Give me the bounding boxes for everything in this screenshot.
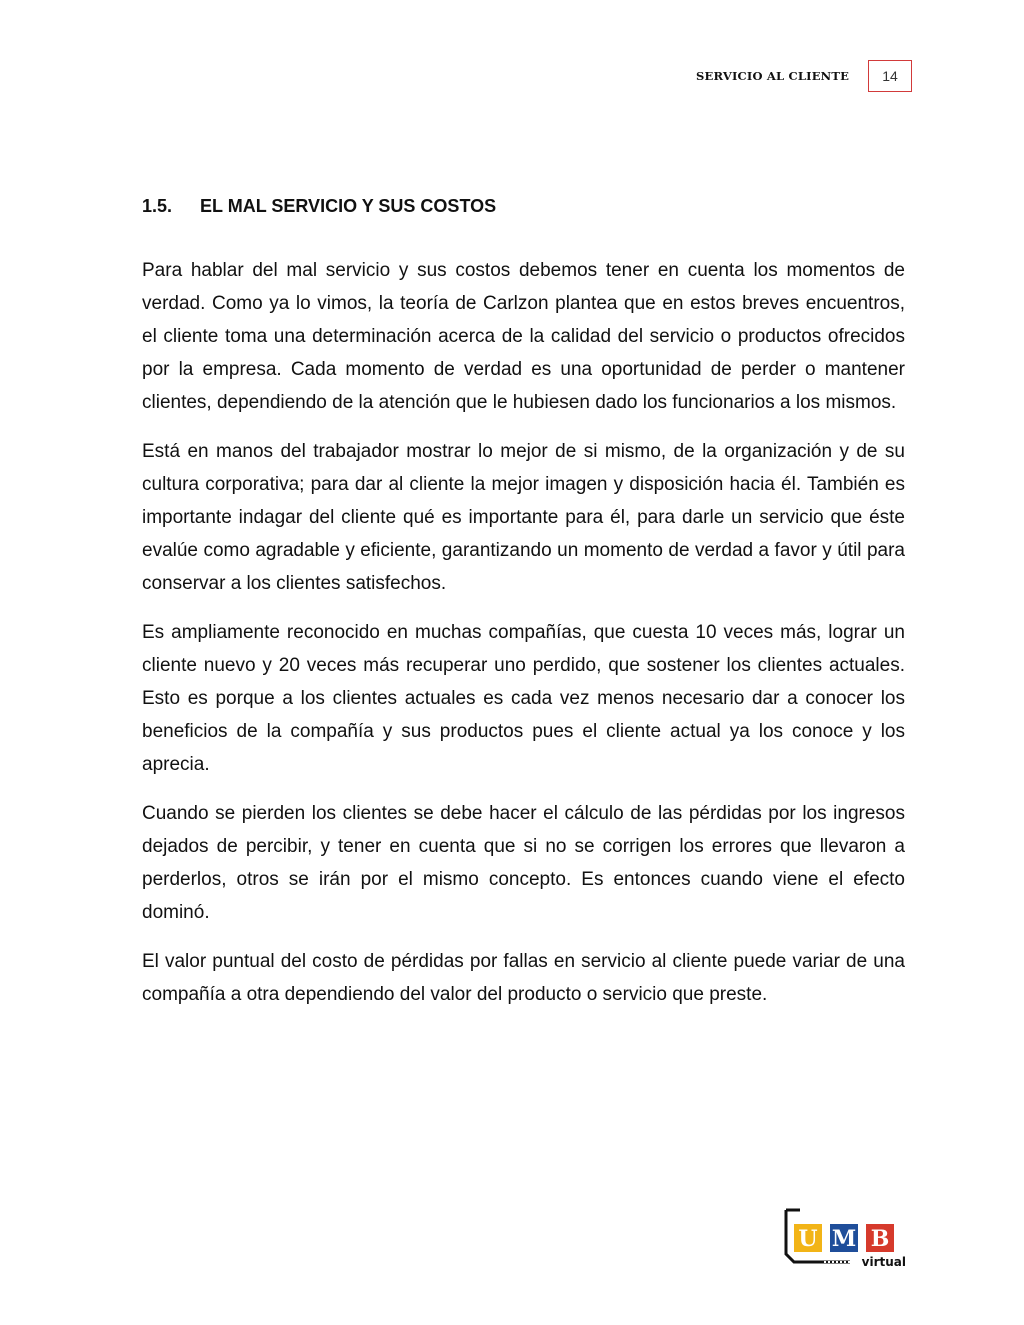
- paragraph: El valor puntual del costo de pérdidas por fallas en servicio al cliente puede variar de una compañía a otra dependiendo del valor del producto o servicio que preste.: [142, 951, 905, 1005]
- logo-letter-b: B: [870, 1226, 890, 1252]
- section-number: 1.5.: [142, 196, 173, 216]
- paragraph: Es ampliamente reconocido en muchas compañías, que cuesta 10 veces más, lograr un cliente nuevo y 20 veces más recuperar uno perdido, que sostener los clientes actuales. Esto es porque a los clientes actuales es cada vez menos necesario dar a conocer los beneficios de la compañía y sus productos pues el cliente actual ya los conoce y los aprecia.: [142, 622, 905, 775]
- body-text: [142, 254, 905, 1027]
- page-number: 14: [868, 60, 912, 92]
- section-heading: [142, 196, 496, 217]
- logo-letter-u: U: [798, 1226, 818, 1252]
- logo-subtitle: virtual: [861, 1255, 906, 1269]
- running-header-title: SERVICIO AL CLIENTE: [696, 69, 850, 83]
- section-title: EL MAL SERVICIO Y SUS COSTOS: [200, 196, 497, 216]
- paragraph: Para hablar del mal servicio y sus costos debemos tener en cuenta los momentos de verdad. Como ya lo vimos, la teoría de Carlzon plantea que en estos breves encuentros, el cliente toma una determinación acerca de la calidad del servicio o productos ofrecidos por la empresa. Cada momento de verdad es una oportunidad de perder o mantener clientes, dependiendo de la atención que le hubiesen dado los funcionarios a los mismos.: [142, 260, 905, 413]
- paragraph: Cuando se pierden los clientes se debe hacer el cálculo de las pérdidas por los ingresos dejados de percibir, y tener en cuenta que si no se corrigen los errores que llevaron a perderlos, otros se irán por el mismo concepto. Es entonces cuando viene el efecto dominó.: [142, 803, 905, 923]
- paragraph: Está en manos del trabajador mostrar lo mejor de si mismo, de la organización y de su cultura corporativa; para dar al cliente la mejor imagen y disposición hacia él. También es importante indagar del cliente qué es importante para él, para darle un servicio que éste evalúe como agradable y eficiente, garantizando un momento de verdad a favor y útil para conservar a los clientes satisfechos.: [142, 441, 905, 594]
- logo-letter-m: M: [831, 1226, 857, 1252]
- umb-virtual-logo: [780, 1206, 910, 1270]
